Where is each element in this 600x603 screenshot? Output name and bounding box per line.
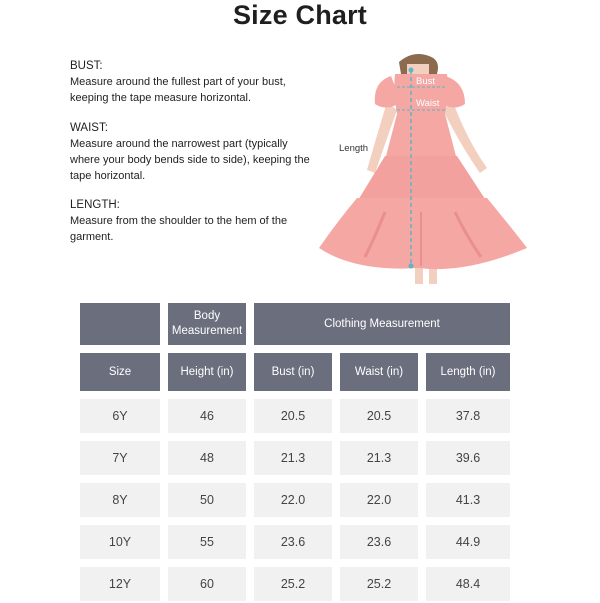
table-cell-size: 12Y — [80, 567, 160, 601]
guide-length-text: Measure from the shoulder to the hem of the garment. — [70, 215, 288, 243]
length-label: Length — [339, 143, 369, 154]
table-cell-height: 46 — [168, 399, 246, 433]
table-cell-length: 39.6 — [426, 441, 510, 475]
bust-label: Bust — [416, 76, 436, 87]
column-header-height: Height (in) — [168, 353, 246, 391]
column-header-bust: Bust (in) — [254, 353, 332, 391]
table-cell-waist: 21.3 — [340, 441, 418, 475]
guide-length — [70, 197, 320, 245]
table-cell-size: 7Y — [80, 441, 160, 475]
guide-bust-text: Measure around the fullest part of your bust, keeping the tape measure horizontal. — [70, 76, 286, 104]
guide-waist-text: Measure around the narrowest part (typically where your body bends side to side), keeping the tape horizontal. — [70, 138, 310, 182]
column-header-length: Length (in) — [426, 353, 510, 391]
waist-label: Waist — [416, 98, 440, 109]
guide-waist — [70, 120, 320, 184]
table-cell-bust: 23.6 — [254, 525, 332, 559]
table-cell-bust: 25.2 — [254, 567, 332, 601]
table-cell-length: 48.4 — [426, 567, 510, 601]
table-cell-length: 44.9 — [426, 525, 510, 559]
table-cell-waist: 20.5 — [340, 399, 418, 433]
guide-waist-heading: WAIST: — [70, 122, 108, 134]
table-cell-length: 41.3 — [426, 483, 510, 517]
column-header-size: Size — [80, 353, 160, 391]
guide-length-heading: LENGTH: — [70, 199, 120, 211]
table-cell-waist: 23.6 — [340, 525, 418, 559]
header-body-measurement: Body Measurement — [168, 303, 246, 345]
dress-illustration — [315, 52, 545, 287]
length-marker-bottom — [409, 264, 414, 269]
table-cell-size: 10Y — [80, 525, 160, 559]
skirt-tier-1 — [385, 114, 457, 160]
header-clothing-measurement: Clothing Measurement — [254, 303, 510, 345]
guide-bust-heading: BUST: — [70, 60, 103, 72]
skirt-tier-3 — [319, 198, 527, 269]
table-cell-bust: 22.0 — [254, 483, 332, 517]
table-cell-length: 37.8 — [426, 399, 510, 433]
guide-bust — [70, 58, 320, 106]
table-cell-height: 60 — [168, 567, 246, 601]
table-cell-size: 6Y — [80, 399, 160, 433]
column-header-waist: Waist (in) — [340, 353, 418, 391]
dress-photo — [315, 52, 545, 287]
table-cell-bust: 20.5 — [254, 399, 332, 433]
size-table — [80, 303, 510, 603]
table-cell-height: 48 — [168, 441, 246, 475]
table-cell-height: 50 — [168, 483, 246, 517]
table-cell-waist: 25.2 — [340, 567, 418, 601]
page-title: Size Chart — [232, 0, 368, 30]
table-cell-bust: 21.3 — [254, 441, 332, 475]
length-marker-top — [409, 68, 414, 73]
header-blank — [80, 303, 160, 345]
table-cell-size: 8Y — [80, 483, 160, 517]
table-cell-height: 55 — [168, 525, 246, 559]
table-cell-waist: 22.0 — [340, 483, 418, 517]
